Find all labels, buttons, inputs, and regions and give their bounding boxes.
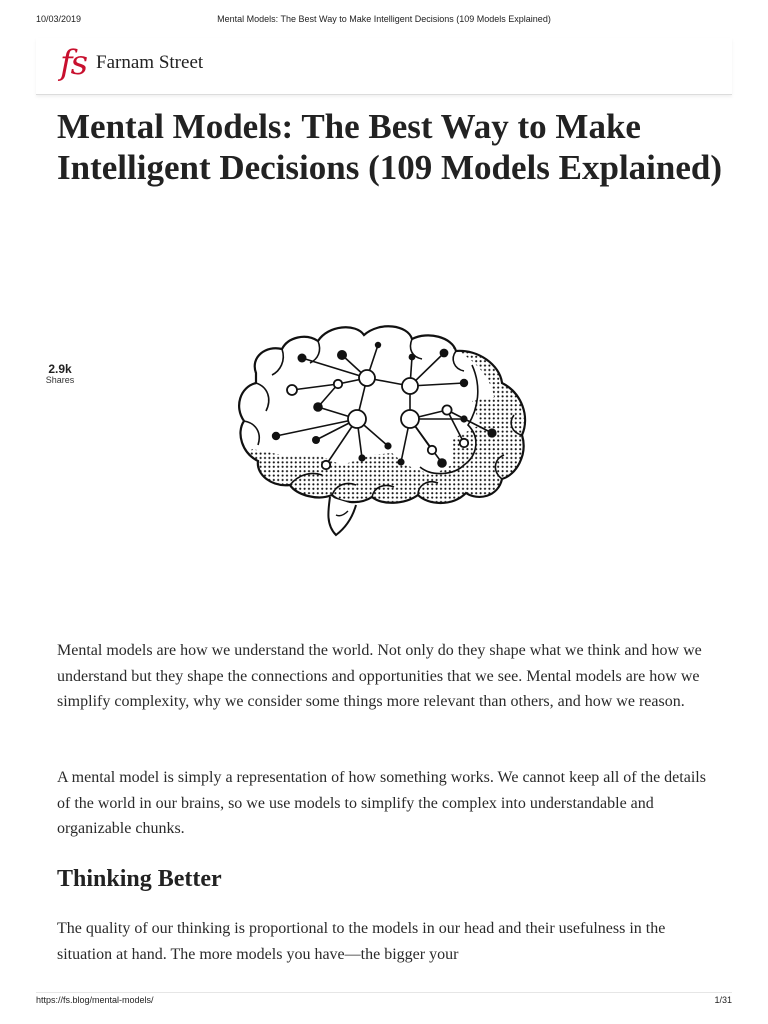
share-count-number: 2.9k: [48, 362, 72, 376]
section-heading-thinking-better: Thinking Better: [57, 866, 222, 892]
site-logo[interactable]: [60, 42, 203, 84]
print-date: 10/03/2019: [36, 14, 82, 24]
site-header: [36, 38, 732, 95]
page-title: Mental Models: The Best Way to Make Intelligent Decisions (109 Models Explained): [57, 107, 723, 187]
print-header: [36, 14, 732, 28]
share-count[interactable]: [43, 362, 77, 385]
print-footer: [36, 992, 732, 1008]
print-url: https://fs.blog/mental-models/: [36, 995, 154, 1005]
print-page-number: 1/31: [714, 995, 732, 1005]
print-page-title: Mental Models: The Best Way to Make Intelligent Decisions (109 Models Explained): [217, 14, 551, 24]
site-name: Farnam Street: [96, 52, 204, 73]
logo-mark: fs: [60, 43, 87, 83]
hero-image: [232, 315, 536, 541]
section-paragraph: The quality of our thinking is proportional to the models in our head and their usefulness in the situation at hand. The more models you have—the bigger your: [57, 920, 666, 963]
share-count-label: Shares: [45, 375, 75, 385]
intro-paragraph: Mental models are how we understand the world. Not only do they shape what we think and how we understand but they shape the connections and opportunities that we see. Mental models are how we simplify complexity, why we consider some things more relevant than others, and how we reason.: [57, 642, 702, 710]
brain-network-illustration: [232, 315, 536, 541]
definition-paragraph: A mental model is simply a representation of how something works. We cannot keep all of the details of the world in our brains, so we use models to simplify the complex into understandable and organizable chunks.: [57, 769, 706, 837]
